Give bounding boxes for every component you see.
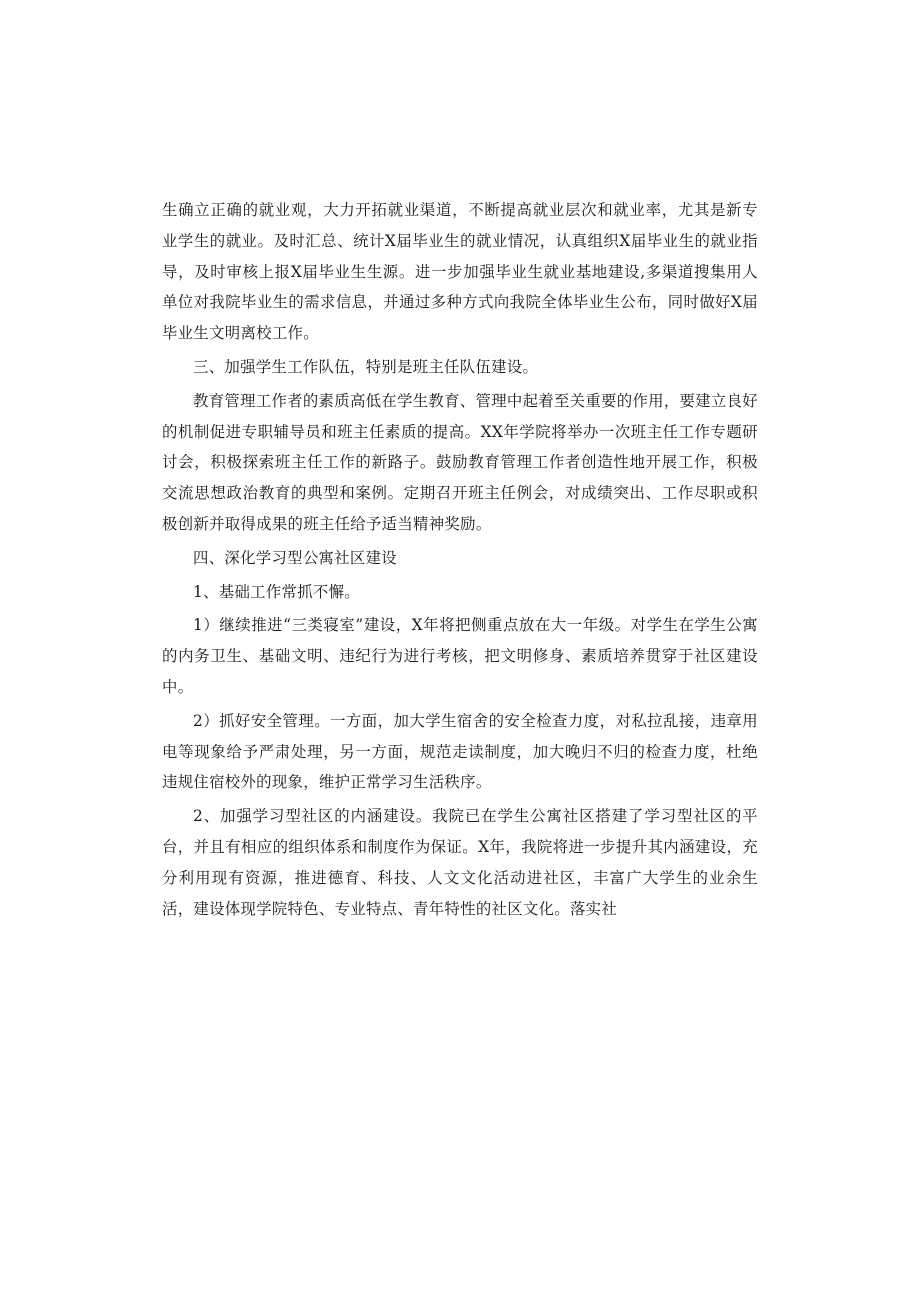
section-heading-4: 四、深化学习型公寓社区建设 [193,548,397,567]
document-page [162,195,758,924]
paragraph-dorm-1: 1）继续推进“三类寝室”建设，X年将把侧重点放在大一年级。对学生在学生公寓的内务卫生、基础文明、违纪行为进行考核，把文明修身、素质培养贯穿于社区建设中。 [162,616,758,696]
paragraph-community: 2、加强学习型社区的内涵建设。我院已在学生公寓社区搭建了学习型社区的平台，并且有相应的组织体系和制度作为保证。X年，我院将进一步提升其内涵建设，充分利用现有资源，推进德育、科技、人文文化活动进社区，丰富广大学生的业余生活，建设体现学院特色、专业特点、青年特性的社区文化。落实社 [162,807,758,918]
paragraph-dorm-2: 2）抓好安全管理。一方面，加大学生宿舍的安全检查力度，对私拉乱接，违章用电等现象给予严肃处理，另一方面，规范走读制度，加大晚归不归的检查力度，杜绝违规住宿校外的现象，维护正常学习生活秩序。 [162,711,758,792]
section-heading-3: 三、加强学生工作队伍，特别是班主任队伍建设。 [193,357,539,376]
subheading-1: 1、基础工作常抓不懈。 [193,582,360,601]
paragraph-employment: 生确立正确的就业观，大力开拓就业渠道，不断提高就业层次和就业率，尤其是新专业学生的就业。及时汇总、统计X届毕业生的就业情况，认真组织X届毕业生的就业指导，及时审核上报X届毕业生生源。进一步加强毕业生就业基地建设,多渠道搜集用人单位对我院毕业生的需求信息，并通过多种方式向我院全体毕业生公布，同时做好X届毕业生文明离校工作。 [162,201,758,343]
paragraph-staff: 教育管理工作者的素质高低在学生教育、管理中起着至关重要的作用，要建立良好的机制促进专职辅导员和班主任素质的提高。XX年学院将举办一次班主任工作专题研讨会，积极探索班主任工作的新路子。鼓励教育管理工作者创造性地开展工作，积极交流思想政治教育的典型和案例。定期召开班主任例会，对成绩突出、工作尽职或积极创新并取得成果的班主任给予适当精神奖励。 [162,391,758,533]
